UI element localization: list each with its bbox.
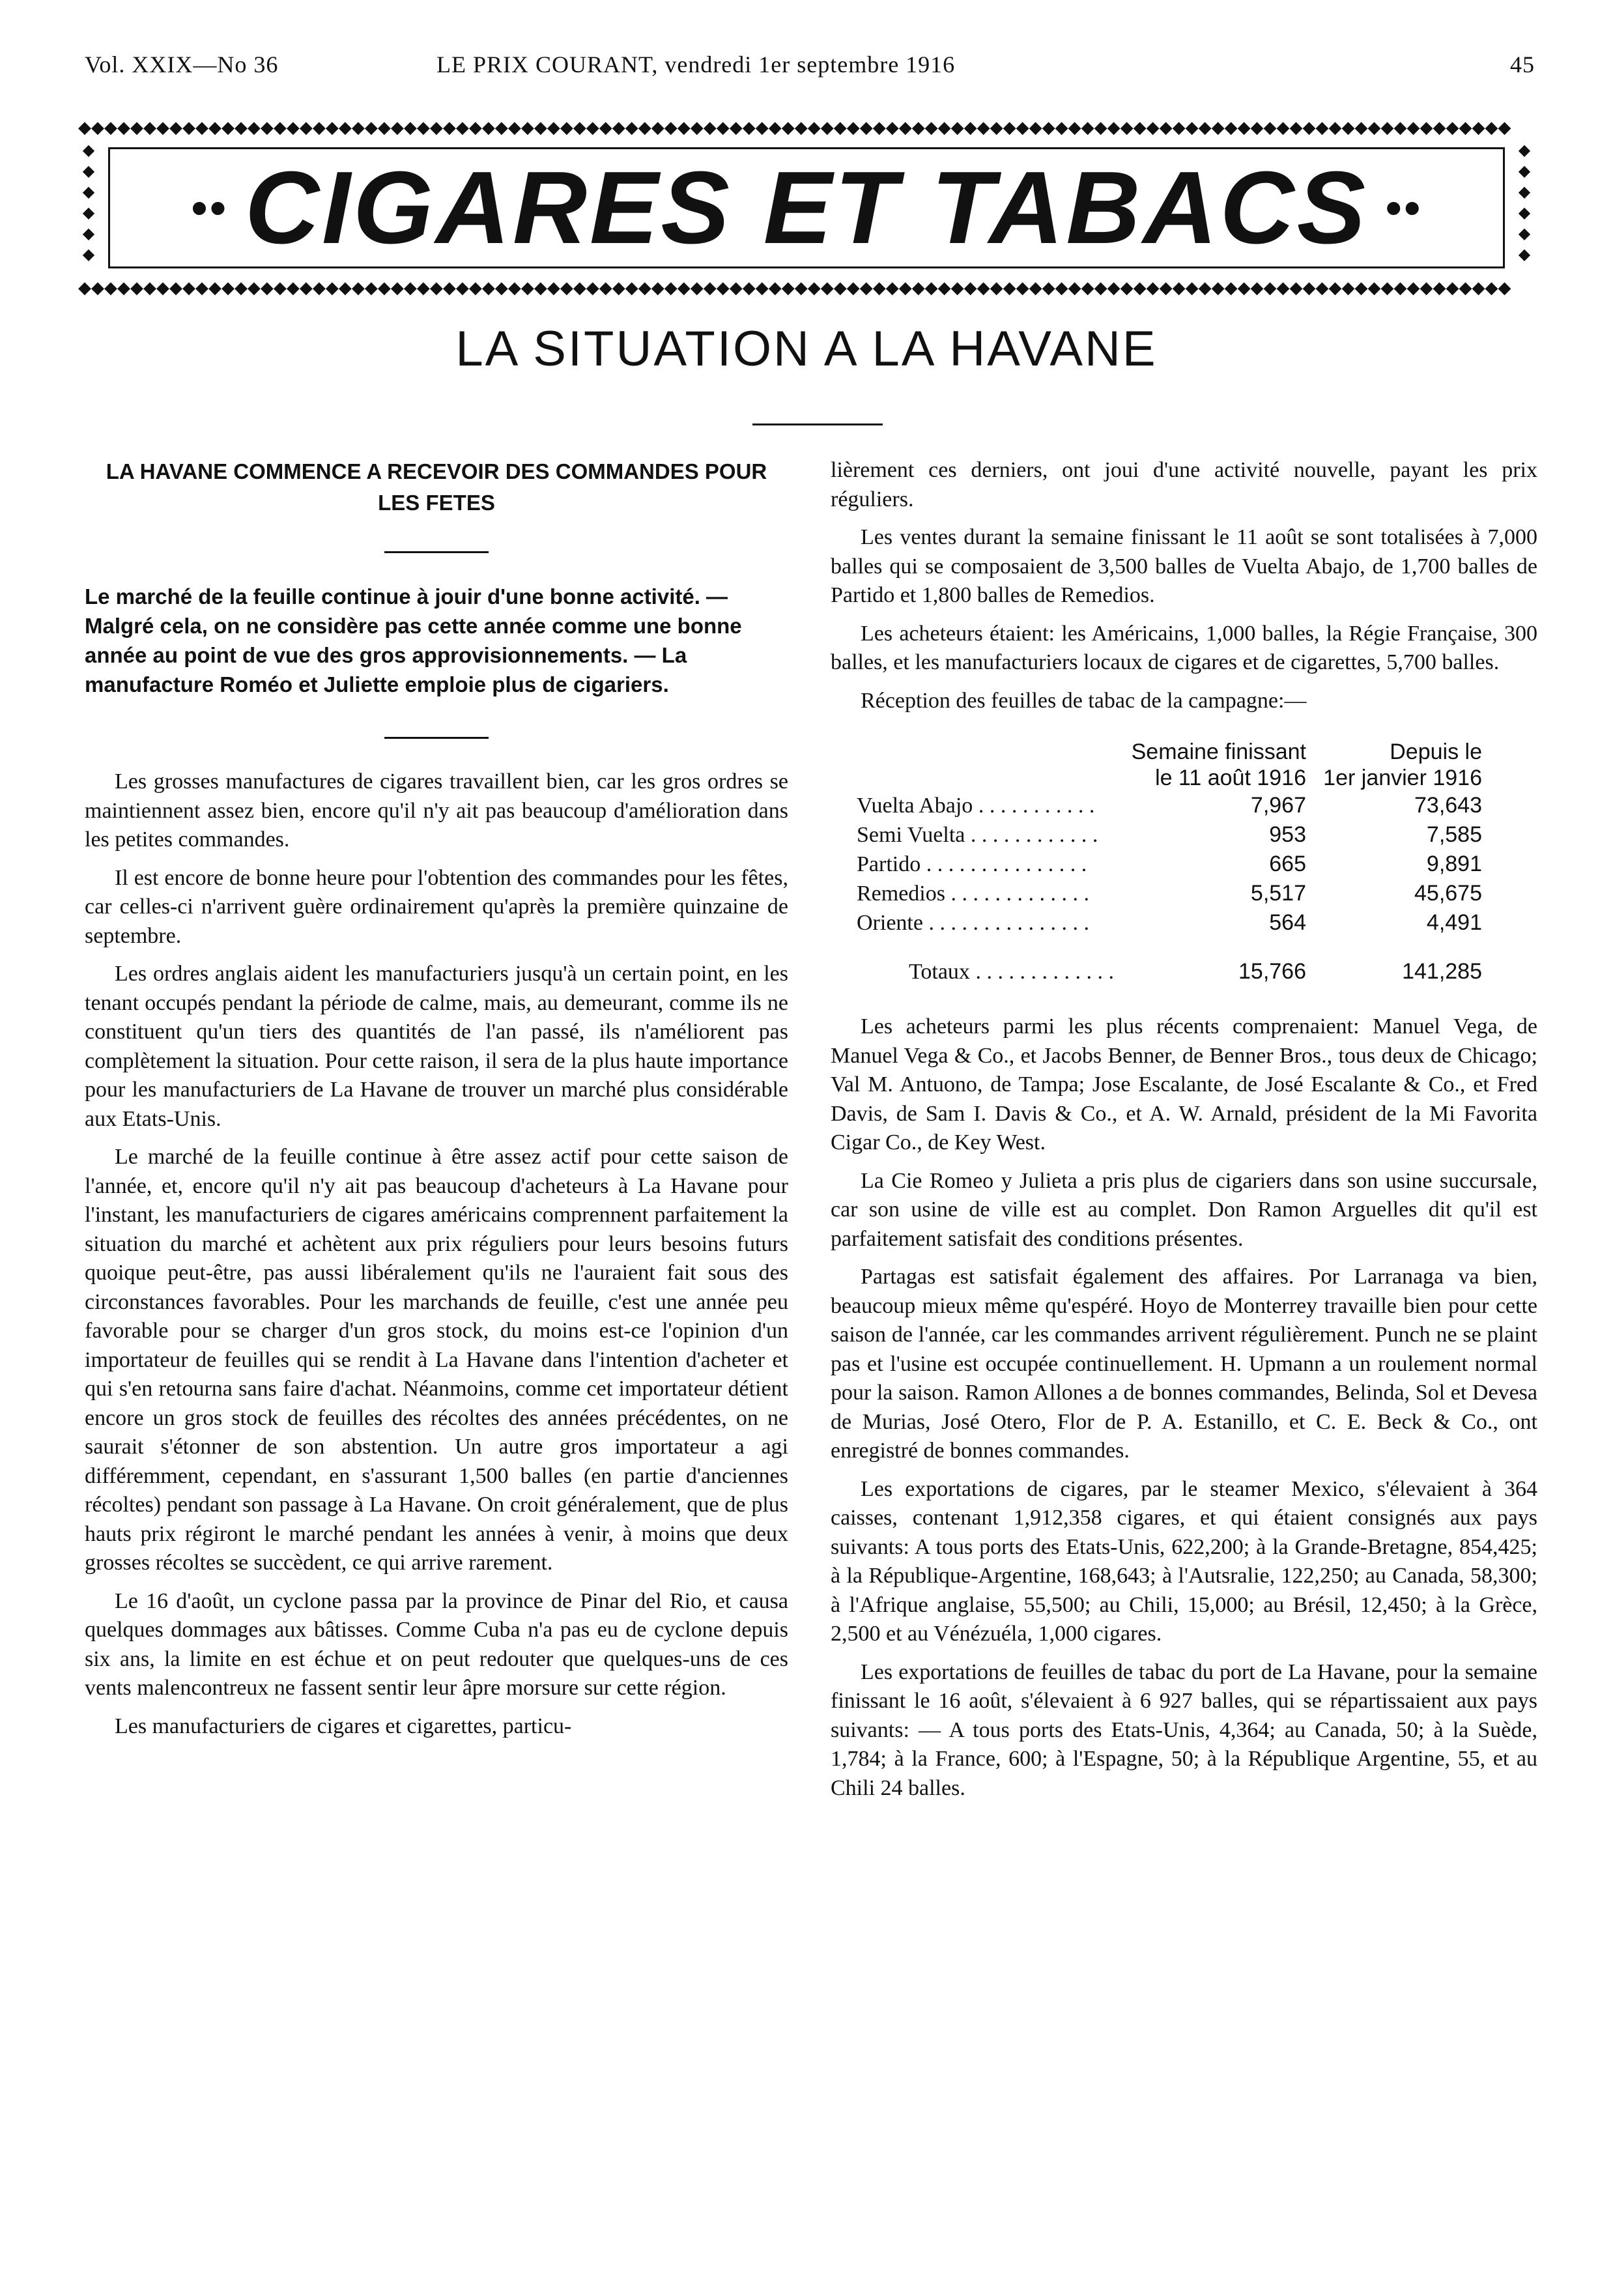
table-row <box>857 791 1482 820</box>
week-value: 953 <box>1269 822 1306 847</box>
title-bullets-left: •• <box>190 182 228 233</box>
page-subtitle: LA SITUATION A LA HAVANE <box>455 321 1158 377</box>
row-label: Vuelta Abajo <box>857 794 973 818</box>
total-leader-dots: . . . . . . . . . . . . . <box>969 960 1114 984</box>
tobacco-receipts-table <box>857 739 1482 986</box>
row-leader-dots: . . . . . . . . . . . <box>973 794 1095 818</box>
title-bullets-right: •• <box>1385 182 1423 233</box>
row-label: Semi Vuelta <box>857 823 965 847</box>
left-column <box>85 456 788 1750</box>
column-header-week: Semaine finissant <box>1131 739 1306 764</box>
since-value: 7,585 <box>1426 822 1482 847</box>
section-title <box>110 149 1503 266</box>
total-label: Totaux <box>909 960 970 984</box>
subtitle-rule <box>752 423 883 425</box>
column-header-since: Depuis le <box>1390 739 1482 764</box>
total-week-value: 15,766 <box>1238 959 1306 984</box>
paragraph: Le marché de la feuille continue à être assez actif pour cette saison de l'année, et, encore qu'il n'y ait pas beaucoup d'acheteurs à La Havane pour l'instant, les manufacturiers de cigares américains comprennent parfaitement la situation du marché et achètent aux prix réguliers pour leurs besoins futurs quoique peut-être, pas aussi libéralement qu'ils ne l'auraient fait sous des circonstances favorables. Pour les marchands de feuille, c'est une année peu favorable pour se charger d'un gros stock, du moins est-ce l'opinion d'un importateur de feuilles qui se rendit à La Havane dans l'intention d'acheter et qui s'en retourna sans faire d'achat. Néanmoins, comme cet importateur détient encore un gros stock de feuilles des récoltes des années précédentes, on ne saurait s'étonner de son abstention. Un autre gros importateur a agi différemment, cependant, en s'assurant 1,500 balles (en partie d'anciennes récoltes) pendant son passage à La Havane. On croit généralement, que de plus hauts prix régiront le marché pendant les années à venir, à moins que deux grosses récoltes se succèdent, ce qui arrive rarement. <box>85 1145 788 1575</box>
row-label: Partido <box>857 852 921 876</box>
article-heading: LA HAVANE COMMENCE A RECEVOIR DES COMMANDES POUR LES FETES <box>106 459 767 515</box>
paragraph: Les ordres anglais aident les manufacturiers jusqu'à un certain point, en les tenant occupés pendant la période de calme, mais, au demeurant, comme ils ne constituent qu'un tiers des quantités de l'an passé, ils n'améliorent pas complètement la situation. Pour cette raison, il sera de la plus haute importance pour les manufacturiers de La Havane de trouver un marché plus considérable aux Etats-Unis. <box>85 962 788 1131</box>
article-summary: Le marché de la feuille continue à jouir d'une bonne activité. — Malgré cela, on ne considère pas cette année comme une bonne année au point de vue des gros approvisionnements. — La manufacture Roméo et Juliette emploie plus de cigariers. <box>85 584 742 696</box>
week-value: 665 <box>1269 852 1306 876</box>
paragraph: Les exportations de cigares, par le steamer Mexico, s'élevaient à 364 caisses, contenant 1,912,358 cigares, et qui étaient consignés aux pays suivants: A tous ports des Etats-Unis, 622,200; à la Grande-Bretagne, 854,425; à la République-Argentine, 168,643; à l'Autsralie, 122,250; au Canada, 58,300; à l'Afrique anglaise, 55,500; au Chili, 15,000; au Brésil, 12,450; à la Grèce, 2,500 et au Vénézuéla, 1,000 cigares. <box>831 1476 1537 1646</box>
paragraph: Partagas est satisfait également des affaires. Por Larranaga va bien, beaucoup mieux même qu'espéré. Hoyo de Monterrey travaille bien pour cette saison de l'année, car les commandes arrivent régulièrement. Punch ne se plaint pas et l'usine est occupée continuellement. H. Upmann a un roulement normal pour la saison. Ramon Allones a de bonnes commandes, Belinda, Sol et Devesa de Murias, José Otero, Flor de P. A. Estanillo, et C. E. Beck & Co., ont enregistré de bonnes commandes. <box>831 1265 1537 1463</box>
paragraph: Les ventes durant la semaine finissant le 11 août se sont totalisées à 7,000 balles qui se composaient de 3,500 balles de Vuelta Abajo, de 1,700 balles de Partido et 1,800 balles de Remedios. <box>831 525 1537 607</box>
paragraph: Il est encore de bonne heure pour l'obtention des commandes pour les fêtes, car celles-ci n'arrivent guère ordinairement qu'après la première quinzaine de septembre. <box>85 865 788 948</box>
paragraph: Le 16 d'août, un cyclone passa par la province de Pinar del Rio, et causa quelques dommages aux bâtisses. Comme Cuba n'a pas eu de cyclone depuis six ans, la limite en est échue et on peut redouter que quelques-uns de ces vents malencontreux ne fassent sentir leur âpre morsure sur cette région. <box>85 1588 788 1700</box>
row-label: Remedios <box>857 882 945 906</box>
section-title-text: CIGARES ET TABACS <box>244 150 1369 265</box>
week-value: 7,967 <box>1250 793 1306 818</box>
paragraph: La Cie Romeo y Julieta a pris plus de cigariers dans son usine succursale, car son usine de ville est au complet. Don Ramon Arguelles dit qu'il est parfaitement satisfait des conditions présentes. <box>831 1168 1537 1251</box>
since-value: 73,643 <box>1414 793 1482 818</box>
since-value: 45,675 <box>1414 881 1482 906</box>
total-since-value: 141,285 <box>1402 959 1482 984</box>
table-header-row <box>857 765 1482 791</box>
banner-border-bottom: ◆◆◆◆◆◆◆◆◆◆◆◆◆◆◆◆◆◆◆◆◆◆◆◆◆◆◆◆◆◆◆◆◆◆◆◆◆◆◆◆◆◆◆◆◆◆◆◆◆◆◆◆◆◆◆◆◆◆◆◆◆◆◆◆◆◆◆◆◆◆◆◆◆◆◆◆◆◆◆◆◆◆◆◆◆◆◆◆◆◆◆◆◆◆◆◆◆◆◆◆◆◆◆◆◆◆◆◆◆◆ <box>78 278 1511 298</box>
summary-rule <box>384 737 489 739</box>
paragraph: lièrement ces derniers, ont joui d'une activité nouvelle, payant les prix réguliers. <box>831 458 1537 511</box>
right-column <box>831 456 1537 1812</box>
row-leader-dots: . . . . . . . . . . . . . <box>945 882 1089 906</box>
row-label: Oriente <box>857 911 923 935</box>
table-row <box>857 879 1482 908</box>
heading-rule <box>384 551 489 553</box>
column-header-week-date: le 11 août 1916 <box>1155 766 1306 790</box>
table-row <box>857 850 1482 879</box>
table-row <box>857 820 1482 850</box>
volume-number: Vol. XXIX—No 36 <box>85 51 279 78</box>
page-number: 45 <box>1510 51 1535 78</box>
publication-date: LE PRIX COURANT, vendredi 1er septembre 1916 <box>436 51 956 78</box>
paragraph: Les acheteurs étaient: les Américains, 1,000 balles, la Régie Française, 300 balles, et les manufacturiers locaux de cigares et de cigarettes, 5,700 balles. <box>831 621 1537 674</box>
banner-frame <box>108 147 1505 268</box>
table-total-row <box>857 957 1482 986</box>
paragraph: Les acheteurs parmi les plus récents comprenaient: Manuel Vega, de Manuel Vega & Co., et Jacobs Benner, de Benner Bros., tous deux de Chicago; Val M. Antuono, de Tampa; Jose Escalante, de José Escalante & Co., et Fred Davis, de Sam I. Davis & Co., et A. W. Arnald, président de la Mi Favorita Cigar Co., de Key West. <box>831 1014 1537 1155</box>
paragraph: Réception des feuilles de tabac de la campagne:— <box>861 688 1307 713</box>
week-value: 5,517 <box>1250 881 1306 906</box>
banner-border-left: ◆◆◆◆◆◆ <box>82 141 95 263</box>
paragraph: Les manufacturiers de cigares et cigarettes, particu- <box>115 1714 572 1738</box>
paragraph: Les grosses manufactures de cigares travaillent bien, car les gros ordres se maintiennent assez bien, encore qu'il n'y ait pas beaucoup d'amélioration dans les petites commandes. <box>85 769 788 852</box>
row-leader-dots: . . . . . . . . . . . . . . . <box>921 852 1087 876</box>
paragraph: Les exportations de feuilles de tabac du port de La Havane, pour la semaine finissant le 16 août, s'élevaient à 6 927 balles, qui se répartissaient aux pays suivants: — A tous ports des Etats-Unis, 4,364; au Canada, 50; à la Suède, 1,784; à la France, 600; à l'Espagne, 50; à la République Argentine, 55, et au Chili 24 balles. <box>831 1659 1537 1800</box>
since-value: 4,491 <box>1426 910 1482 935</box>
since-value: 9,891 <box>1426 852 1482 876</box>
section-banner <box>78 116 1535 300</box>
banner-border-right: ◆◆◆◆◆◆ <box>1518 141 1531 263</box>
table-header-row <box>857 739 1482 765</box>
row-leader-dots: . . . . . . . . . . . . . . . <box>922 911 1089 935</box>
column-header-since-date: 1er janvier 1916 <box>1323 766 1482 790</box>
banner-border-top: ◆◆◆◆◆◆◆◆◆◆◆◆◆◆◆◆◆◆◆◆◆◆◆◆◆◆◆◆◆◆◆◆◆◆◆◆◆◆◆◆◆◆◆◆◆◆◆◆◆◆◆◆◆◆◆◆◆◆◆◆◆◆◆◆◆◆◆◆◆◆◆◆◆◆◆◆◆◆◆◆◆◆◆◆◆◆◆◆◆◆◆◆◆◆◆◆◆◆◆◆◆◆◆◆◆◆◆◆◆◆ <box>78 118 1511 137</box>
row-leader-dots: . . . . . . . . . . . . <box>965 823 1098 847</box>
table-row <box>857 908 1482 938</box>
week-value: 564 <box>1269 910 1306 935</box>
